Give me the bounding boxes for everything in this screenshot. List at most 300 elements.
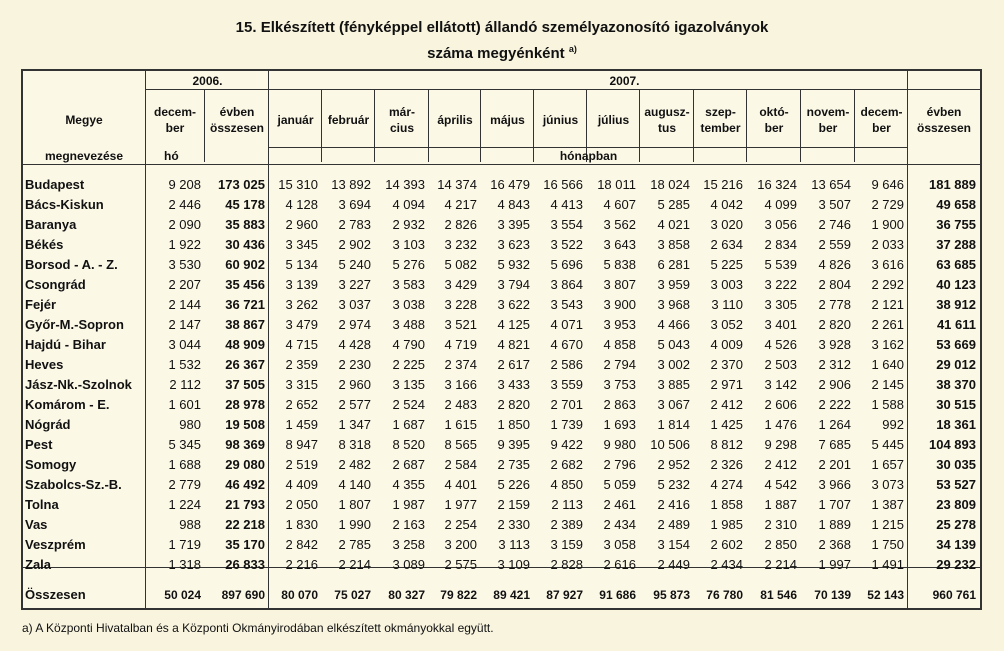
table-row (23, 375, 980, 395)
value-cell: 3 232 (444, 237, 477, 252)
value-cell: 2 634 (710, 237, 743, 252)
table-row (23, 435, 980, 455)
value-cell: 3 052 (710, 317, 743, 332)
value-cell: 1 807 (338, 497, 371, 512)
value-cell: 16 566 (543, 177, 583, 192)
header-month-8-line: augusz- (644, 105, 690, 119)
value-cell: 3 401 (764, 317, 797, 332)
header-month-3-line: cius (389, 121, 414, 135)
value-cell: 5 043 (657, 337, 690, 352)
value-cell: 1 707 (818, 497, 851, 512)
value-cell: 2 449 (657, 557, 690, 572)
value-cell: 3 222 (764, 277, 797, 292)
value-cell: 3 103 (392, 237, 425, 252)
value-cell: 1 977 (444, 497, 477, 512)
value-cell: 2 374 (444, 357, 477, 372)
value-cell: 2 960 (285, 217, 318, 232)
value-cell: 3 258 (392, 537, 425, 552)
value-cell: 3 200 (444, 537, 477, 552)
value-cell: 3 433 (497, 377, 530, 392)
value-cell: 3 562 (603, 217, 636, 232)
value-cell: 21 793 (225, 497, 265, 512)
value-cell: 3 089 (392, 557, 425, 572)
value-cell: 2 163 (392, 517, 425, 532)
value-cell: 3 037 (338, 297, 371, 312)
table-row (23, 535, 980, 555)
value-cell: 2 794 (603, 357, 636, 372)
value-cell: 2 586 (550, 357, 583, 372)
header-month-8 (640, 104, 694, 136)
value-cell: 2 050 (285, 497, 318, 512)
value-cell: 1 347 (338, 417, 371, 432)
value-cell: 1 640 (871, 357, 904, 372)
value-cell: 3 159 (550, 537, 583, 552)
value-cell: 1 889 (818, 517, 851, 532)
table-row (23, 295, 980, 315)
value-cell: 1 264 (818, 417, 851, 432)
header-month-3-line: már- (388, 105, 415, 119)
value-cell: 4 099 (764, 197, 797, 212)
table-row (23, 475, 980, 495)
value-cell: 9 646 (871, 177, 904, 192)
value-cell: 2 729 (871, 197, 904, 212)
value-cell: 2 584 (444, 457, 477, 472)
header-month-12 (855, 104, 908, 136)
value-cell: 5 445 (871, 437, 904, 452)
value-cell: 3 262 (285, 297, 318, 312)
value-cell: 3 395 (497, 217, 530, 232)
value-cell: 2 783 (338, 217, 371, 232)
value-cell: 1 750 (871, 537, 904, 552)
header-month-10 (747, 104, 801, 136)
value-cell: 1 887 (764, 497, 797, 512)
county-name: Heves (25, 357, 64, 372)
value-cell: 2 310 (764, 517, 797, 532)
value-cell: 2 222 (818, 397, 851, 412)
county-name: Borsod - A. - Z. (25, 257, 118, 272)
value-cell: 91 686 (599, 588, 636, 602)
value-cell: 2 960 (338, 377, 371, 392)
grid-line (145, 89, 980, 90)
value-cell: 2 974 (338, 317, 371, 332)
value-cell: 2 971 (710, 377, 743, 392)
value-cell: 3 521 (444, 317, 477, 332)
value-cell: 15 310 (278, 177, 318, 192)
value-cell: 3 058 (603, 537, 636, 552)
value-cell: 2 482 (338, 457, 371, 472)
table-row (23, 255, 980, 275)
value-cell: 8 318 (338, 437, 371, 452)
value-cell: 4 526 (764, 337, 797, 352)
value-cell: 3 694 (338, 197, 371, 212)
value-cell: 2 254 (444, 517, 477, 532)
header-honapban: hónapban (559, 149, 618, 163)
value-cell: 5 838 (603, 257, 636, 272)
value-cell: 63 685 (936, 257, 976, 272)
value-cell: 2 617 (497, 357, 530, 372)
value-cell: 3 622 (497, 297, 530, 312)
table-row (23, 335, 980, 355)
value-cell: 29 080 (225, 457, 265, 472)
value-cell: 13 892 (331, 177, 371, 192)
header-month-11-line: ber (818, 121, 838, 135)
footnote: a) A Központi Hivatalban és a Központi Okmányirodában elkészített okmányokkal együtt. (22, 621, 494, 635)
value-cell: 2 834 (764, 237, 797, 252)
value-cell: 1 476 (764, 417, 797, 432)
value-cell: 3 113 (498, 537, 530, 552)
value-cell: 25 278 (936, 517, 976, 532)
county-name: Veszprém (25, 537, 86, 552)
value-cell: 38 912 (936, 297, 976, 312)
header-month-9-line: tember (700, 121, 741, 135)
value-cell: 2 616 (603, 557, 636, 572)
value-cell: 5 276 (392, 257, 425, 272)
value-cell: 2 326 (710, 457, 743, 472)
header-month-10-line: októ- (759, 105, 789, 119)
value-cell: 1 459 (285, 417, 318, 432)
value-cell: 1 922 (168, 237, 201, 252)
value-cell: 1 719 (168, 537, 201, 552)
table-row (23, 315, 980, 335)
value-cell: 1 601 (168, 397, 201, 412)
value-cell: 1 739 (550, 417, 583, 432)
value-cell: 1 997 (818, 557, 851, 572)
value-cell: 29 232 (936, 557, 976, 572)
value-cell: 34 139 (936, 537, 976, 552)
value-cell: 5 932 (497, 257, 530, 272)
value-cell: 5 345 (168, 437, 201, 452)
value-cell: 4 021 (657, 217, 690, 232)
value-cell: 2 701 (550, 397, 583, 412)
value-cell: 5 285 (657, 197, 690, 212)
value-cell: 2 483 (444, 397, 477, 412)
table-row (23, 495, 980, 515)
value-cell: 19 508 (225, 417, 265, 432)
value-cell: 1 900 (871, 217, 904, 232)
header-2006-december-l2: ber (165, 121, 185, 135)
value-cell: 60 902 (225, 257, 265, 272)
value-cell: 36 721 (225, 297, 265, 312)
value-cell: 988 (179, 517, 201, 532)
value-cell: 3 139 (285, 277, 318, 292)
value-cell: 52 143 (867, 588, 904, 602)
value-cell: 4 009 (710, 337, 743, 352)
value-cell: 45 178 (225, 197, 265, 212)
header-month-10-line: ber (764, 121, 784, 135)
value-cell: 3 968 (657, 297, 690, 312)
value-cell: 10 506 (650, 437, 690, 452)
county-name: Bács-Kiskun (25, 197, 104, 212)
value-cell: 3 305 (764, 297, 797, 312)
value-cell: 22 218 (225, 517, 265, 532)
county-name: Vas (25, 517, 48, 532)
value-cell: 5 082 (444, 257, 477, 272)
value-cell: 46 492 (225, 477, 265, 492)
value-cell: 181 889 (929, 177, 976, 192)
value-cell: 26 367 (225, 357, 265, 372)
header-month-12-line: decem- (860, 105, 903, 119)
county-name: Pest (25, 437, 53, 452)
value-cell: 4 355 (392, 477, 425, 492)
value-cell: 95 873 (653, 588, 690, 602)
value-cell: 28 978 (225, 397, 265, 412)
value-cell: 2 785 (338, 537, 371, 552)
value-cell: 1 688 (168, 457, 201, 472)
value-cell: 3 142 (764, 377, 797, 392)
value-cell: 2 842 (285, 537, 318, 552)
header-2006-total (205, 104, 269, 136)
value-cell: 1 830 (285, 517, 318, 532)
value-cell: 3 858 (657, 237, 690, 252)
header-month-7-line: július (597, 113, 630, 127)
value-cell: 2 524 (392, 397, 425, 412)
value-cell: 4 826 (818, 257, 851, 272)
value-cell: 2 207 (168, 277, 201, 292)
value-cell: 3 044 (168, 337, 201, 352)
value-cell: 30 035 (936, 457, 976, 472)
value-cell: 1 858 (710, 497, 743, 512)
value-cell: 104 893 (929, 437, 976, 452)
county-name: Nógrád (25, 417, 71, 432)
value-cell: 1 215 (871, 517, 904, 532)
value-cell: 26 833 (225, 557, 265, 572)
value-cell: 5 539 (764, 257, 797, 272)
value-cell: 3 227 (338, 277, 371, 292)
value-cell: 70 139 (814, 588, 851, 602)
value-cell: 4 719 (444, 337, 477, 352)
value-cell: 1 990 (338, 517, 371, 532)
value-cell: 3 959 (657, 277, 690, 292)
value-cell: 4 094 (392, 197, 425, 212)
value-cell: 16 324 (757, 177, 797, 192)
value-cell: 2 606 (764, 397, 797, 412)
value-cell: 4 542 (764, 477, 797, 492)
value-cell: 2 932 (392, 217, 425, 232)
value-cell: 3 522 (550, 237, 583, 252)
county-name: Fejér (25, 297, 57, 312)
value-cell: 38 370 (936, 377, 976, 392)
value-cell: 3 038 (392, 297, 425, 312)
value-cell: 2 489 (657, 517, 690, 532)
table-row (23, 555, 980, 575)
value-cell: 4 140 (338, 477, 371, 492)
value-cell: 2 804 (818, 277, 851, 292)
value-cell: 2 201 (818, 457, 851, 472)
value-cell: 2 412 (710, 397, 743, 412)
value-cell: 2 214 (764, 557, 797, 572)
value-cell: 2 147 (168, 317, 201, 332)
table-title: 15. Elkészített (fényképpel ellátott) állandó személyazonosító igazolványok (235, 19, 769, 36)
header-month-5-line: május (490, 113, 525, 127)
header-2007-total (908, 104, 980, 136)
value-cell: 2 446 (168, 197, 201, 212)
header-month-8-line: tus (658, 121, 676, 135)
header-2006-december (146, 104, 204, 136)
table-row (23, 455, 980, 475)
value-cell: 4 274 (710, 477, 743, 492)
value-cell: 23 809 (936, 497, 976, 512)
value-cell: 3 543 (550, 297, 583, 312)
county-name: Zala (25, 557, 52, 572)
header-month-4 (429, 112, 481, 128)
value-cell: 4 128 (285, 197, 318, 212)
value-cell: 3 315 (285, 377, 318, 392)
value-cell: 18 011 (597, 177, 636, 192)
value-cell: 4 125 (497, 317, 530, 332)
header-month-6-line: június (542, 113, 579, 127)
value-cell: 3 166 (444, 377, 477, 392)
value-cell: 3 110 (711, 297, 743, 312)
value-cell: 6 281 (657, 257, 690, 272)
value-cell: 3 162 (871, 337, 904, 352)
value-cell: 2 225 (392, 357, 425, 372)
data-table (21, 69, 982, 610)
header-megye: Megye (65, 113, 103, 127)
value-cell: 9 298 (764, 437, 797, 452)
value-cell: 2 778 (818, 297, 851, 312)
value-cell: 29 012 (936, 357, 976, 372)
value-cell: 4 401 (444, 477, 477, 492)
table-row (23, 355, 980, 375)
value-cell: 1 657 (871, 457, 904, 472)
value-cell: 37 288 (936, 237, 976, 252)
value-cell: 3 228 (444, 297, 477, 312)
value-cell: 3 864 (550, 277, 583, 292)
value-cell: 2 033 (871, 237, 904, 252)
header-month-2-line: február (327, 113, 370, 127)
value-cell: 30 436 (225, 237, 265, 252)
value-cell: 87 927 (546, 588, 583, 602)
value-cell: 98 369 (225, 437, 265, 452)
value-cell: 2 090 (168, 217, 201, 232)
value-cell: 5 059 (603, 477, 636, 492)
value-cell: 1 693 (603, 417, 636, 432)
header-month-5 (481, 112, 534, 128)
value-cell: 5 240 (338, 257, 371, 272)
value-cell: 9 980 (603, 437, 636, 452)
value-cell: 3 623 (497, 237, 530, 252)
value-cell: 9 208 (168, 177, 201, 192)
value-cell: 3 616 (871, 257, 904, 272)
value-cell: 89 421 (493, 588, 530, 602)
value-cell: 897 690 (221, 588, 265, 602)
value-cell: 8 565 (444, 437, 477, 452)
grid-line (23, 164, 980, 165)
table-row (23, 395, 980, 415)
header-2006-december-l1: decem- (153, 105, 197, 119)
header-month-3 (375, 104, 429, 136)
value-cell: 8 520 (392, 437, 425, 452)
value-cell: 2 779 (168, 477, 201, 492)
county-name: Komárom - E. (25, 397, 110, 412)
value-cell: 2 687 (392, 457, 425, 472)
value-cell: 3 530 (168, 257, 201, 272)
value-cell: 4 850 (550, 477, 583, 492)
table-row (23, 275, 980, 295)
table-subtitle-text: száma megyénként (427, 45, 565, 62)
value-cell: 173 025 (218, 177, 265, 192)
header-month-1-line: január (277, 113, 314, 127)
value-cell: 2 820 (497, 397, 530, 412)
value-cell: 41 611 (936, 317, 976, 332)
value-cell: 1 318 (168, 557, 201, 572)
value-cell: 1 987 (392, 497, 425, 512)
value-cell: 3 056 (764, 217, 797, 232)
value-cell: 13 654 (811, 177, 851, 192)
value-cell: 980 (179, 417, 201, 432)
value-cell: 50 024 (164, 588, 201, 602)
value-cell: 30 515 (936, 397, 976, 412)
header-month-7 (587, 112, 640, 128)
county-name: Szabolcs-Sz.-B. (25, 477, 122, 492)
footnote-marker: a) (568, 44, 577, 54)
value-cell: 2 906 (818, 377, 851, 392)
value-cell: 2 261 (871, 317, 904, 332)
total-row (23, 585, 980, 605)
value-cell: 2 850 (764, 537, 797, 552)
header-2006-total-l2: összesen (209, 121, 265, 135)
value-cell: 2 144 (168, 297, 201, 312)
value-cell: 76 780 (706, 588, 743, 602)
value-cell: 2 368 (818, 537, 851, 552)
header-month-1 (269, 112, 322, 128)
table-row (23, 215, 980, 235)
value-cell: 3 002 (657, 357, 690, 372)
county-name: Győr-M.-Sopron (25, 317, 124, 332)
table-row (23, 415, 980, 435)
header-ho: hó (164, 149, 179, 163)
value-cell: 4 428 (338, 337, 371, 352)
value-cell: 4 413 (550, 197, 583, 212)
value-cell: 2 826 (444, 217, 477, 232)
header-month-11 (801, 104, 855, 136)
value-cell: 4 042 (710, 197, 743, 212)
value-cell: 35 170 (225, 537, 265, 552)
county-name: Csongrád (25, 277, 86, 292)
value-cell: 9 422 (550, 437, 583, 452)
county-name: Összesen (25, 587, 86, 602)
value-cell: 2 575 (444, 557, 477, 572)
value-cell: 5 232 (657, 477, 690, 492)
value-cell: 3 020 (710, 217, 743, 232)
value-cell: 2 796 (603, 457, 636, 472)
value-cell: 16 479 (490, 177, 530, 192)
value-cell: 53 527 (936, 477, 976, 492)
value-cell: 2 216 (285, 557, 318, 572)
value-cell: 80 070 (281, 588, 318, 602)
value-cell: 4 409 (285, 477, 318, 492)
value-cell: 3 885 (657, 377, 690, 392)
value-cell: 2 902 (338, 237, 371, 252)
value-cell: 5 696 (550, 257, 583, 272)
value-cell: 2 652 (285, 397, 318, 412)
value-cell: 3 559 (550, 377, 583, 392)
value-cell: 2 682 (550, 457, 583, 472)
value-cell: 1 687 (392, 417, 425, 432)
value-cell: 15 216 (703, 177, 743, 192)
value-cell: 2 416 (657, 497, 690, 512)
value-cell: 81 546 (760, 588, 797, 602)
county-name: Baranya (25, 217, 77, 232)
county-name: Tolna (25, 497, 59, 512)
value-cell: 2 145 (871, 377, 904, 392)
value-cell: 3 953 (603, 317, 636, 332)
value-cell: 2 412 (764, 457, 797, 472)
value-cell: 5 226 (497, 477, 530, 492)
value-cell: 2 370 (710, 357, 743, 372)
value-cell: 2 952 (657, 457, 690, 472)
value-cell: 18 024 (650, 177, 690, 192)
